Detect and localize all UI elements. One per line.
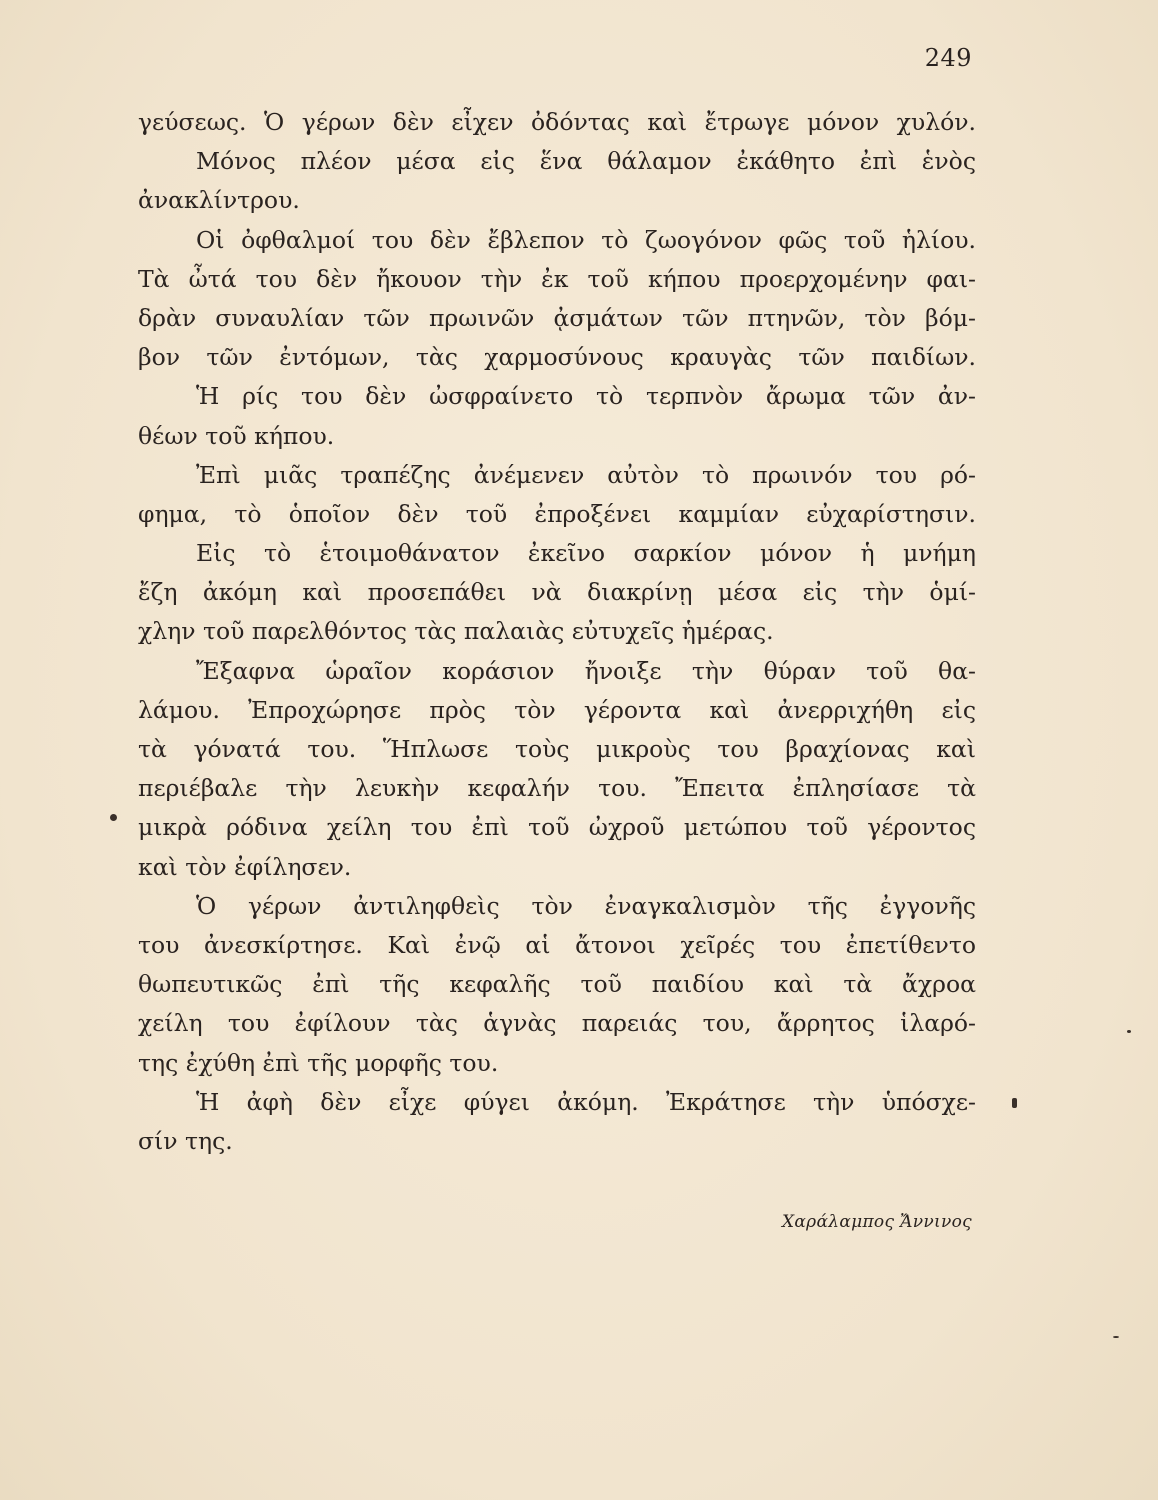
text-line: Εἰς τὸ ἑτοιμοθάνατον ἐκεῖνο σαρκίον μόνον ἡ μνήμη xyxy=(196,539,976,568)
author-signature: Χαράλαμπος Ἄννινος xyxy=(782,1212,972,1232)
page-number: 249 xyxy=(924,44,972,72)
ink-speck xyxy=(1012,1098,1017,1108)
text-line: ἀνακλίντρου. xyxy=(138,186,300,215)
text-line: μικρὰ ρόδινα χείλη του ἐπὶ τοῦ ὠχροῦ μετώπου τοῦ γέροντος xyxy=(138,813,976,842)
text-line: Ἔξαφνα ὡραῖον κοράσιον ἤνοιξε τὴν θύραν τοῦ θα- xyxy=(196,656,976,685)
text-line: χλην τοῦ παρελθόντος τὰς παλαιὰς εὐτυχεῖς ἡμέρας. xyxy=(138,617,774,646)
text-line: γεύσεως. Ὁ γέρων δὲν εἶχεν ὀδόντας καὶ ἔτρωγε μόνον χυλόν. xyxy=(138,108,976,136)
text-line: χείλη του ἐφίλουν τὰς ἁγνὰς παρειάς του, ἄρρητος ἱλαρό- xyxy=(138,1009,976,1038)
text-line: δρὰν συναυλίαν τῶν πρωινῶν ᾀσμάτων τῶν πτηνῶν, τὸν βόμ- xyxy=(138,303,976,332)
body-text xyxy=(138,103,976,1161)
text-line: καὶ τὸν ἐφίλησεν. xyxy=(138,852,352,881)
text-line: Οἱ ὀφθαλμοί του δὲν ἔβλεπον τὸ ζωογόνον φῶς τοῦ ἡλίου. xyxy=(196,225,976,254)
text-line: περιέβαλε τὴν λευκὴν κεφαλήν του. Ἔπειτα ἐπλησίασε τὰ xyxy=(138,774,976,803)
text-line: Ὁ γέρων ἀντιληφθεὶς τὸν ἐναγκαλισμὸν τῆς ἐγγονῆς xyxy=(196,891,976,920)
text-line: της ἐχύθη ἐπὶ τῆς μορφῆς του. xyxy=(138,1048,499,1077)
text-line: λάμου. Ἐπροχώρησε πρὸς τὸν γέροντα καὶ ἀνερριχήθη εἰς xyxy=(138,695,976,724)
ink-speck xyxy=(110,814,117,821)
text-line: Ἡ ἀφὴ δὲν εἶχε φύγει ἀκόμη. Ἐκράτησε τὴν ὑπόσχε- xyxy=(196,1087,976,1116)
text-line: Τὰ ὦτά του δὲν ἤκουον τὴν ἐκ τοῦ κήπου προερχομένην φαι- xyxy=(138,264,976,293)
text-line: Μόνος πλέον μέσα εἰς ἕνα θάλαμον ἐκάθητο ἐπὶ ἑνὸς xyxy=(196,147,976,176)
text-line: θωπευτικῶς ἐπὶ τῆς κεφαλῆς τοῦ παιδίου καὶ τὰ ἄχροα xyxy=(138,970,976,999)
text-line: του ἀνεσκίρτησε. Καὶ ἐνῷ αἱ ἄτονοι χεῖρές του ἐπετίθεντο xyxy=(138,930,976,959)
text-line: βον τῶν ἐντόμων, τὰς χαρμοσύνους κραυγὰς τῶν παιδίων. xyxy=(138,343,976,372)
text-line: φημα, τὸ ὁποῖον δὲν τοῦ ἐπροξένει καμμίαν εὐχαρίστησιν. xyxy=(138,499,976,528)
text-line: ἔζη ἀκόμη καὶ προσεπάθει νὰ διακρίνῃ μέσα εἰς τὴν ὁμί- xyxy=(138,578,976,607)
text-line: Ἐπὶ μιᾶς τραπέζης ἀνέμενεν αὐτὸν τὸ πρωινόν του ρό- xyxy=(196,460,976,489)
text-line: Ἡ ρίς του δὲν ὠσφραίνετο τὸ τερπνὸν ἄρωμα τῶν ἀν- xyxy=(196,382,976,411)
text-line: τὰ γόνατά του. Ἥπλωσε τοὺς μικροὺς του βραχίονας καὶ xyxy=(138,735,976,763)
ink-speck xyxy=(1127,1030,1131,1033)
text-line: σίν της. xyxy=(138,1126,233,1155)
ink-speck xyxy=(1113,1336,1119,1338)
text-line: θέων τοῦ κήπου. xyxy=(138,421,335,450)
